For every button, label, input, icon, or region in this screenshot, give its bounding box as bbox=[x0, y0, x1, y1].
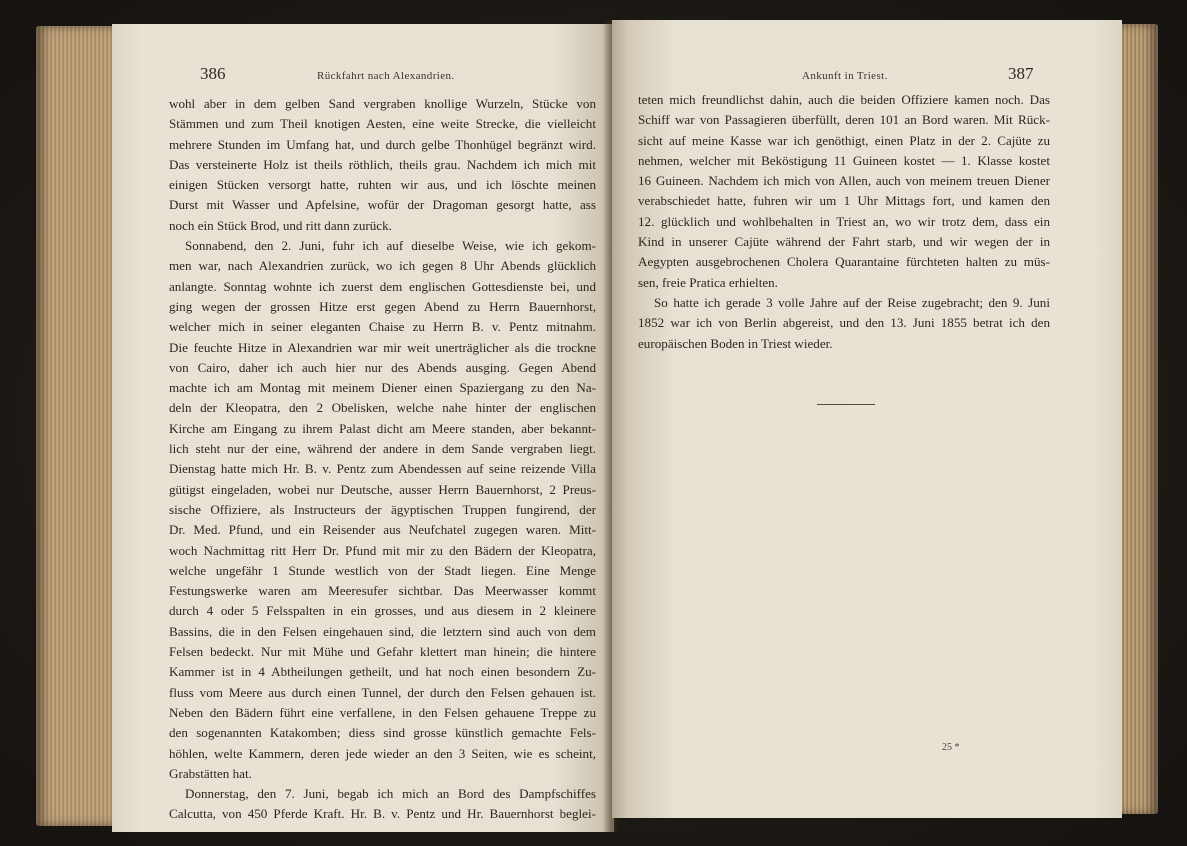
left_page-line: gütigst eingeladen, wobei nur Deutsche, ausser Herrn Bauernhorst, 2 Preus- bbox=[169, 481, 596, 497]
left_page-line: Grabstätten hat. bbox=[169, 765, 252, 781]
left_page-line: fluss vom Meere aus durch einen Tunnel, der durch den Felsen gehauen ist. bbox=[169, 684, 596, 700]
left_page-line: einigen Stücken versorgt hatte, ruhten wir aus, und ich löschte meinen bbox=[169, 177, 596, 193]
left_page-line: Neben den Bädern führt eine verfallene, in den Felsen gehauene Treppe zu bbox=[169, 704, 596, 720]
left_page-line: sische Offiziere, als Instructeurs der ägyptischen Truppen fungirend, der bbox=[169, 501, 596, 517]
left_page-line: machte ich am Montag mit meinem Diener einen Spaziergang zu den Na- bbox=[169, 380, 596, 396]
left_page-line: Kirche am Eingang zu ihrem Palast dicht am Meere standen, aber bekannt- bbox=[169, 420, 596, 436]
left_page-line: Felsen bedeckt. Nur mit Mühe und Gefahr klettert man hinein; die hintere bbox=[169, 644, 596, 660]
left_page-line: von Cairo, daher ich auch hier nur des Abends ausging. Gegen Abend bbox=[169, 359, 596, 375]
right-body-text bbox=[638, 90, 1050, 354]
left_page-line: Dienstag hatte mich Hr. B. v. Pentz zum Abendessen auf seine reizende Villa bbox=[169, 461, 596, 477]
left_page-line: Kammer ist in 4 Abtheilungen getheilt, und hat noch einen besondern Zu- bbox=[169, 664, 596, 680]
right_page-line: So hatte ich gerade 3 volle Jahre auf der Reise zugebracht; den 9. Juni bbox=[654, 294, 1050, 310]
left_page-line: Stämmen und zum Theil knotigen Aesten, eine weite Strecke, die vielleicht bbox=[169, 116, 596, 132]
left_page-line: welche ungefähr 1 Stunde westlich von der Stadt liegen. Eine Menge bbox=[169, 562, 596, 578]
left_page-line: durch 4 oder 5 Felsspalten in ein grosses, und aus diesem in 2 kleinere bbox=[169, 603, 596, 619]
left_page-line: Das versteinerte Holz ist theils röthlich, theils grau. Nachdem ich mich mit bbox=[169, 156, 596, 172]
left_page-line: Die feuchte Hitze in Alexandrien war mir weit unerträglicher als die trockne bbox=[169, 339, 596, 355]
left_page-line: welcher mich in seiner eleganten Chaise zu Herrn B. v. Pentz mitnahm. bbox=[169, 319, 596, 335]
right-page bbox=[612, 20, 1122, 818]
right_page-line: teten mich freundlichst dahin, auch die beiden Offiziere kamen noch. Das bbox=[638, 92, 1050, 107]
left_page-line: ging wegen der grossen Hitze erst gegen Abend zu Herrn Bauernhorst, bbox=[169, 298, 596, 314]
right_page-line: verabschiedet hatte, fuhren wir um 1 Uhr Mittags fort, und kamen den bbox=[638, 193, 1050, 209]
left-page bbox=[112, 24, 614, 832]
left_page-line: Donnerstag, den 7. Juni, begab ich mich an Bord des Dampfschiffes bbox=[185, 786, 596, 802]
left_page-line: Durst mit Wasser und Apfelsine, wofür der Dragoman gesorgt hatte, ass bbox=[169, 197, 596, 213]
left_page-line: mehrere Stunden im Umfang hat, und durch gelbe Thonhügel begränzt wird. bbox=[169, 136, 596, 152]
right_page-line: nehmen, welcher mit Beköstigung 11 Guineen kostet — 1. Klasse kostet bbox=[638, 152, 1050, 168]
left_page-line: noch ein Stück Brod, und ritt dann zurück. bbox=[169, 217, 392, 233]
left_page-line: lich steht nur der eine, während der andere in dem Sande vergraben liegt. bbox=[169, 441, 596, 457]
right_page-line: sen, freie Pratica erhielten. bbox=[638, 274, 778, 290]
left_page-line: Dr. Med. Pfund, und ein Reisender aus Neufchatel zugegen waren. Mitt- bbox=[169, 522, 596, 538]
left_page-line: den sogenannten Katakomben; diess sind grosse künstlich gemachte Fels- bbox=[169, 725, 596, 741]
right_page-line: 1852 war ich von Berlin abgereist, und den 13. Juni 1855 betrat ich den bbox=[638, 315, 1050, 331]
right-running-head: Ankunft in Triest. bbox=[802, 70, 888, 82]
right_page-line: 12. glücklich und wohlbehalten in Triest an, wo wir trotz dem, dass ein bbox=[638, 213, 1050, 229]
right_page-line: sicht auf meine Kasse war ich genöthigt, einen Platz in der 2. Cajüte zu bbox=[638, 132, 1050, 148]
left_page-line: wohl aber in dem gelben Sand vergraben knollige Wurzeln, Stücke von bbox=[169, 96, 596, 111]
left_page-line: men war, nach Alexandrien zurück, wo ich gegen 8 Uhr Abends glücklich bbox=[169, 258, 596, 274]
left_page-line: anlangte. Sonntag wohnte ich zuerst dem englischen Gottesdienste bei, und bbox=[169, 278, 596, 294]
right_page-line: Kind in unserer Cajüte während der Fahrt starb, und wir wegen der in bbox=[638, 234, 1050, 250]
left_page-line: Festungswerke waren am Meeresufer sichtbar. Das Meerwasser kommt bbox=[169, 583, 596, 599]
right_page-line: 16 Guineen. Nachdem ich mich von Allen, auch von meinem treuen Diener bbox=[638, 173, 1050, 189]
left_page-line: höhlen, welte Kammern, deren jede wieder an den 3 Seiten, wie es scheint, bbox=[169, 745, 596, 761]
left_page-line: woch Nachmittag ritt Herr Dr. Pfund mit mir zu den Bädern der Kleopatra, bbox=[169, 542, 596, 558]
left-page-number: 386 bbox=[200, 64, 226, 83]
left-running-head: Rückfahrt nach Alexandrien. bbox=[317, 70, 455, 82]
right_page-line: Schiff war von Passagieren überfüllt, deren 101 an Bord waren. Mit Rück- bbox=[638, 112, 1050, 128]
left_page-line: Calcutta, von 450 Pferde Kraft. Hr. B. v. Pentz und Hr. Bauernhorst beglei- bbox=[169, 806, 596, 822]
right_page-line: Aegypten ausgebrochenen Cholera Quarantaine fürchteten halten zu müs- bbox=[638, 254, 1050, 270]
left-body-text bbox=[169, 94, 596, 825]
right-page-number: 387 bbox=[1008, 64, 1034, 83]
right_page-line: europäischen Boden in Triest wieder. bbox=[638, 335, 833, 351]
signature-mark: 25 * bbox=[942, 742, 960, 753]
left_page-line: deln der Kleopatra, den 2 Obelisken, welche nahe hinter der englischen bbox=[169, 400, 596, 416]
section-end-rule bbox=[817, 404, 875, 405]
left_page-line: Sonnabend, den 2. Juni, fuhr ich auf dieselbe Weise, wie ich gekom- bbox=[185, 238, 596, 254]
left_page-line: Bassins, die in den Felsen eingehauen sind, die letztern sind auch von dem bbox=[169, 623, 596, 639]
right-page-edges bbox=[1118, 24, 1158, 814]
left-page-edges bbox=[36, 26, 120, 826]
